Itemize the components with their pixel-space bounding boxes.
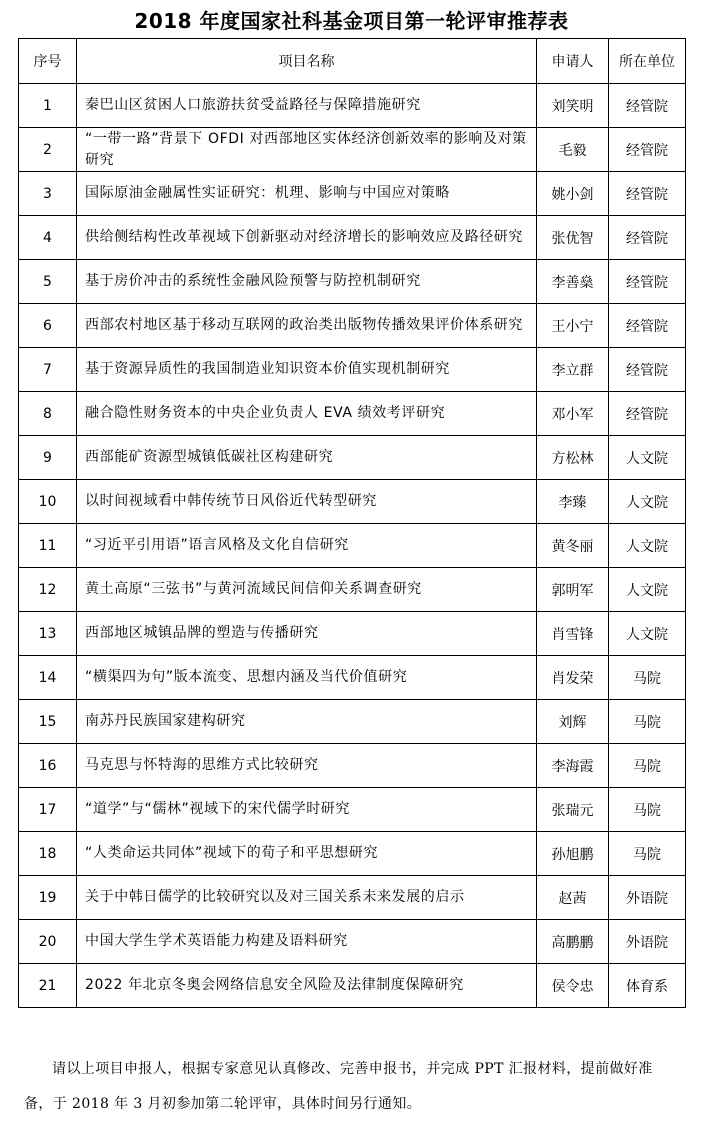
row-number: 4 [19,216,77,260]
applicant-name: 邓小军 [537,392,609,436]
document-title: 2018 年度国家社科基金项目第一轮评审推荐表 [134,9,569,33]
unit-name: 经管院 [609,128,686,172]
table-row [19,920,686,964]
applicant-name: 肖雪锋 [537,612,609,656]
header-project-name: 项目名称 [77,39,537,84]
applicant-name: 刘笑明 [537,84,609,128]
row-number: 20 [19,920,77,964]
applicant-name: 侯令忠 [537,964,609,1008]
row-number: 6 [19,304,77,348]
project-name: 关于中韩日儒学的比较研究以及对三国关系未来发展的启示 [77,876,537,920]
table-row [19,612,686,656]
unit-name: 经管院 [609,304,686,348]
project-name: “一带一路”背景下 OFDI 对西部地区实体经济创新效率的影响及对策研究 [77,128,537,172]
row-number: 17 [19,788,77,832]
applicant-name: 高鹏鹏 [537,920,609,964]
applicant-name: 张瑞元 [537,788,609,832]
unit-name: 马院 [609,656,686,700]
footer-note: 请以上项目申报人，根据专家意见认真修改、完善申报书，并完成 PPT 汇报材料，提前做好准备，于 2018 年 3 月初参加第二轮评审，具体时间另行通知。 [24,1061,653,1112]
applicant-name: 郭明军 [537,568,609,612]
applicant-name: 李臻 [537,480,609,524]
project-name: 以时间视域看中韩传统节日风俗近代转型研究 [77,480,537,524]
row-number: 21 [19,964,77,1008]
project-name: 秦巴山区贫困人口旅游扶贫受益路径与保障措施研究 [77,84,537,128]
unit-name: 人文院 [609,480,686,524]
project-name: “人类命运共同体”视域下的荀子和平思想研究 [77,832,537,876]
unit-name: 马院 [609,744,686,788]
row-number: 1 [19,84,77,128]
project-name: 供给侧结构性改革视域下创新驱动对经济增长的影响效应及路径研究 [77,216,537,260]
row-number: 9 [19,436,77,480]
row-number: 11 [19,524,77,568]
applicant-name: 肖发荣 [537,656,609,700]
applicant-name: 刘辉 [537,700,609,744]
project-name: 西部地区城镇品牌的塑造与传播研究 [77,612,537,656]
applicant-name: 黄冬丽 [537,524,609,568]
unit-name: 经管院 [609,172,686,216]
row-number: 14 [19,656,77,700]
unit-name: 经管院 [609,348,686,392]
project-name: 南苏丹民族国家建构研究 [77,700,537,744]
project-name: 西部农村地区基于移动互联网的政治类出版物传播效果评价体系研究 [77,304,537,348]
recommendation-table [18,38,686,1008]
row-number: 18 [19,832,77,876]
project-name: 西部能矿资源型城镇低碳社区构建研究 [77,436,537,480]
table-row [19,876,686,920]
unit-name: 人文院 [609,568,686,612]
row-number: 13 [19,612,77,656]
project-name: 融合隐性财务资本的中央企业负责人 EVA 绩效考评研究 [77,392,537,436]
table-row [19,128,686,172]
row-number: 3 [19,172,77,216]
table-row [19,568,686,612]
row-number: 12 [19,568,77,612]
unit-name: 马院 [609,788,686,832]
table-row [19,524,686,568]
table-row [19,436,686,480]
row-number: 8 [19,392,77,436]
table-header-row [19,39,686,84]
table-row [19,964,686,1008]
row-number: 7 [19,348,77,392]
unit-name: 马院 [609,832,686,876]
project-name: 中国大学生学术英语能力构建及语料研究 [77,920,537,964]
row-number: 19 [19,876,77,920]
table-row [19,348,686,392]
project-name: “习近平引用语”语言风格及文化自信研究 [77,524,537,568]
table-row [19,832,686,876]
table-row [19,304,686,348]
applicant-name: 毛毅 [537,128,609,172]
unit-name: 体育系 [609,964,686,1008]
applicant-name: 张优智 [537,216,609,260]
table-body [19,84,686,1008]
project-name: 基于资源异质性的我国制造业知识资本价值实现机制研究 [77,348,537,392]
table-row [19,84,686,128]
project-name: 基于房价冲击的系统性金融风险预警与防控机制研究 [77,260,537,304]
project-name: “道学”与“儒林”视域下的宋代儒学时研究 [77,788,537,832]
unit-name: 人文院 [609,524,686,568]
table-row [19,656,686,700]
unit-name: 马院 [609,700,686,744]
applicant-name: 李善燊 [537,260,609,304]
unit-name: 经管院 [609,84,686,128]
project-name: 国际原油金融属性实证研究：机理、影响与中国应对策略 [77,172,537,216]
row-number: 10 [19,480,77,524]
row-number: 2 [19,128,77,172]
row-number: 5 [19,260,77,304]
table-row [19,216,686,260]
applicant-name: 孙旭鹏 [537,832,609,876]
header-applicant: 申请人 [537,39,609,84]
project-name: 2022 年北京冬奥会网络信息安全风险及法律制度保障研究 [77,964,537,1008]
unit-name: 人文院 [609,436,686,480]
applicant-name: 李立群 [537,348,609,392]
unit-name: 经管院 [609,260,686,304]
table-row [19,700,686,744]
header-number: 序号 [19,39,77,84]
table-row [19,788,686,832]
unit-name: 外语院 [609,920,686,964]
row-number: 15 [19,700,77,744]
project-name: 马克思与怀特海的思维方式比较研究 [77,744,537,788]
table-row [19,260,686,304]
table-row [19,480,686,524]
applicant-name: 赵茜 [537,876,609,920]
table-row [19,744,686,788]
unit-name: 经管院 [609,392,686,436]
table-row [19,392,686,436]
applicant-name: 方松林 [537,436,609,480]
unit-name: 外语院 [609,876,686,920]
row-number: 16 [19,744,77,788]
project-name: 黄土高原“三弦书”与黄河流域民间信仰关系调查研究 [77,568,537,612]
unit-name: 人文院 [609,612,686,656]
table-row [19,172,686,216]
applicant-name: 王小宁 [537,304,609,348]
unit-name: 经管院 [609,216,686,260]
header-unit: 所在单位 [609,39,686,84]
applicant-name: 姚小剑 [537,172,609,216]
project-name: “横渠四为句”版本流变、思想内涵及当代价值研究 [77,656,537,700]
applicant-name: 李海霞 [537,744,609,788]
